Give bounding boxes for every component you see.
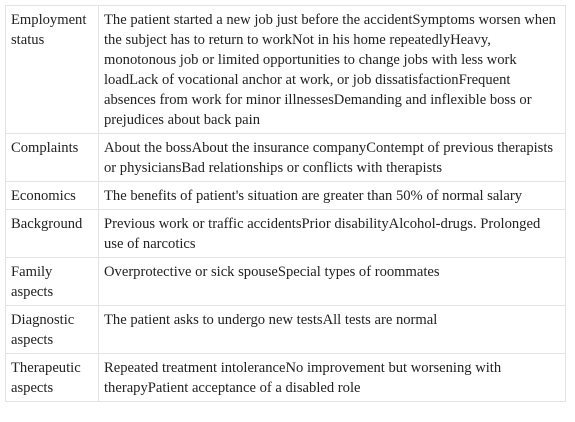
table-row: [6, 258, 566, 306]
row-description: Previous work or traffic accidentsPrior disabilityAlcohol-drugs. Prolonged use of narcotics: [99, 210, 566, 258]
row-description: About the bossAbout the insurance companyContempt of previous therapists or physiciansBad relationships or conflicts with therapists: [99, 134, 566, 182]
row-description: The patient asks to undergo new testsAll tests are normal: [99, 306, 566, 354]
row-description: The benefits of patient's situation are greater than 50% of normal salary: [99, 182, 566, 210]
table-row: [6, 354, 566, 402]
row-category: Diagnostic aspects: [6, 306, 99, 354]
row-category: Employment status: [6, 6, 99, 134]
table-row: [6, 134, 566, 182]
row-category: Economics: [6, 182, 99, 210]
factors-table: [5, 5, 566, 402]
row-description: The patient started a new job just before the accidentSymptoms worsen when the subject has to return to workNot in his home repeatedlyHeavy, monotonous job or limited opportunities to change jobs with less work loadLack of vocational anchor at work, or job dissatisfactionFrequent absences from work for minor illnessesDemanding and inflexible boss or prejudices about back pain: [99, 6, 566, 134]
row-category: Family aspects: [6, 258, 99, 306]
row-description: Repeated treatment intoleranceNo improvement but worsening with therapyPatient acceptance of a disabled role: [99, 354, 566, 402]
table-row: [6, 306, 566, 354]
row-category: Background: [6, 210, 99, 258]
table-row: [6, 182, 566, 210]
row-category: Complaints: [6, 134, 99, 182]
row-description: Overprotective or sick spouseSpecial types of roommates: [99, 258, 566, 306]
table-row: [6, 6, 566, 134]
table-row: [6, 210, 566, 258]
row-category: Therapeutic aspects: [6, 354, 99, 402]
